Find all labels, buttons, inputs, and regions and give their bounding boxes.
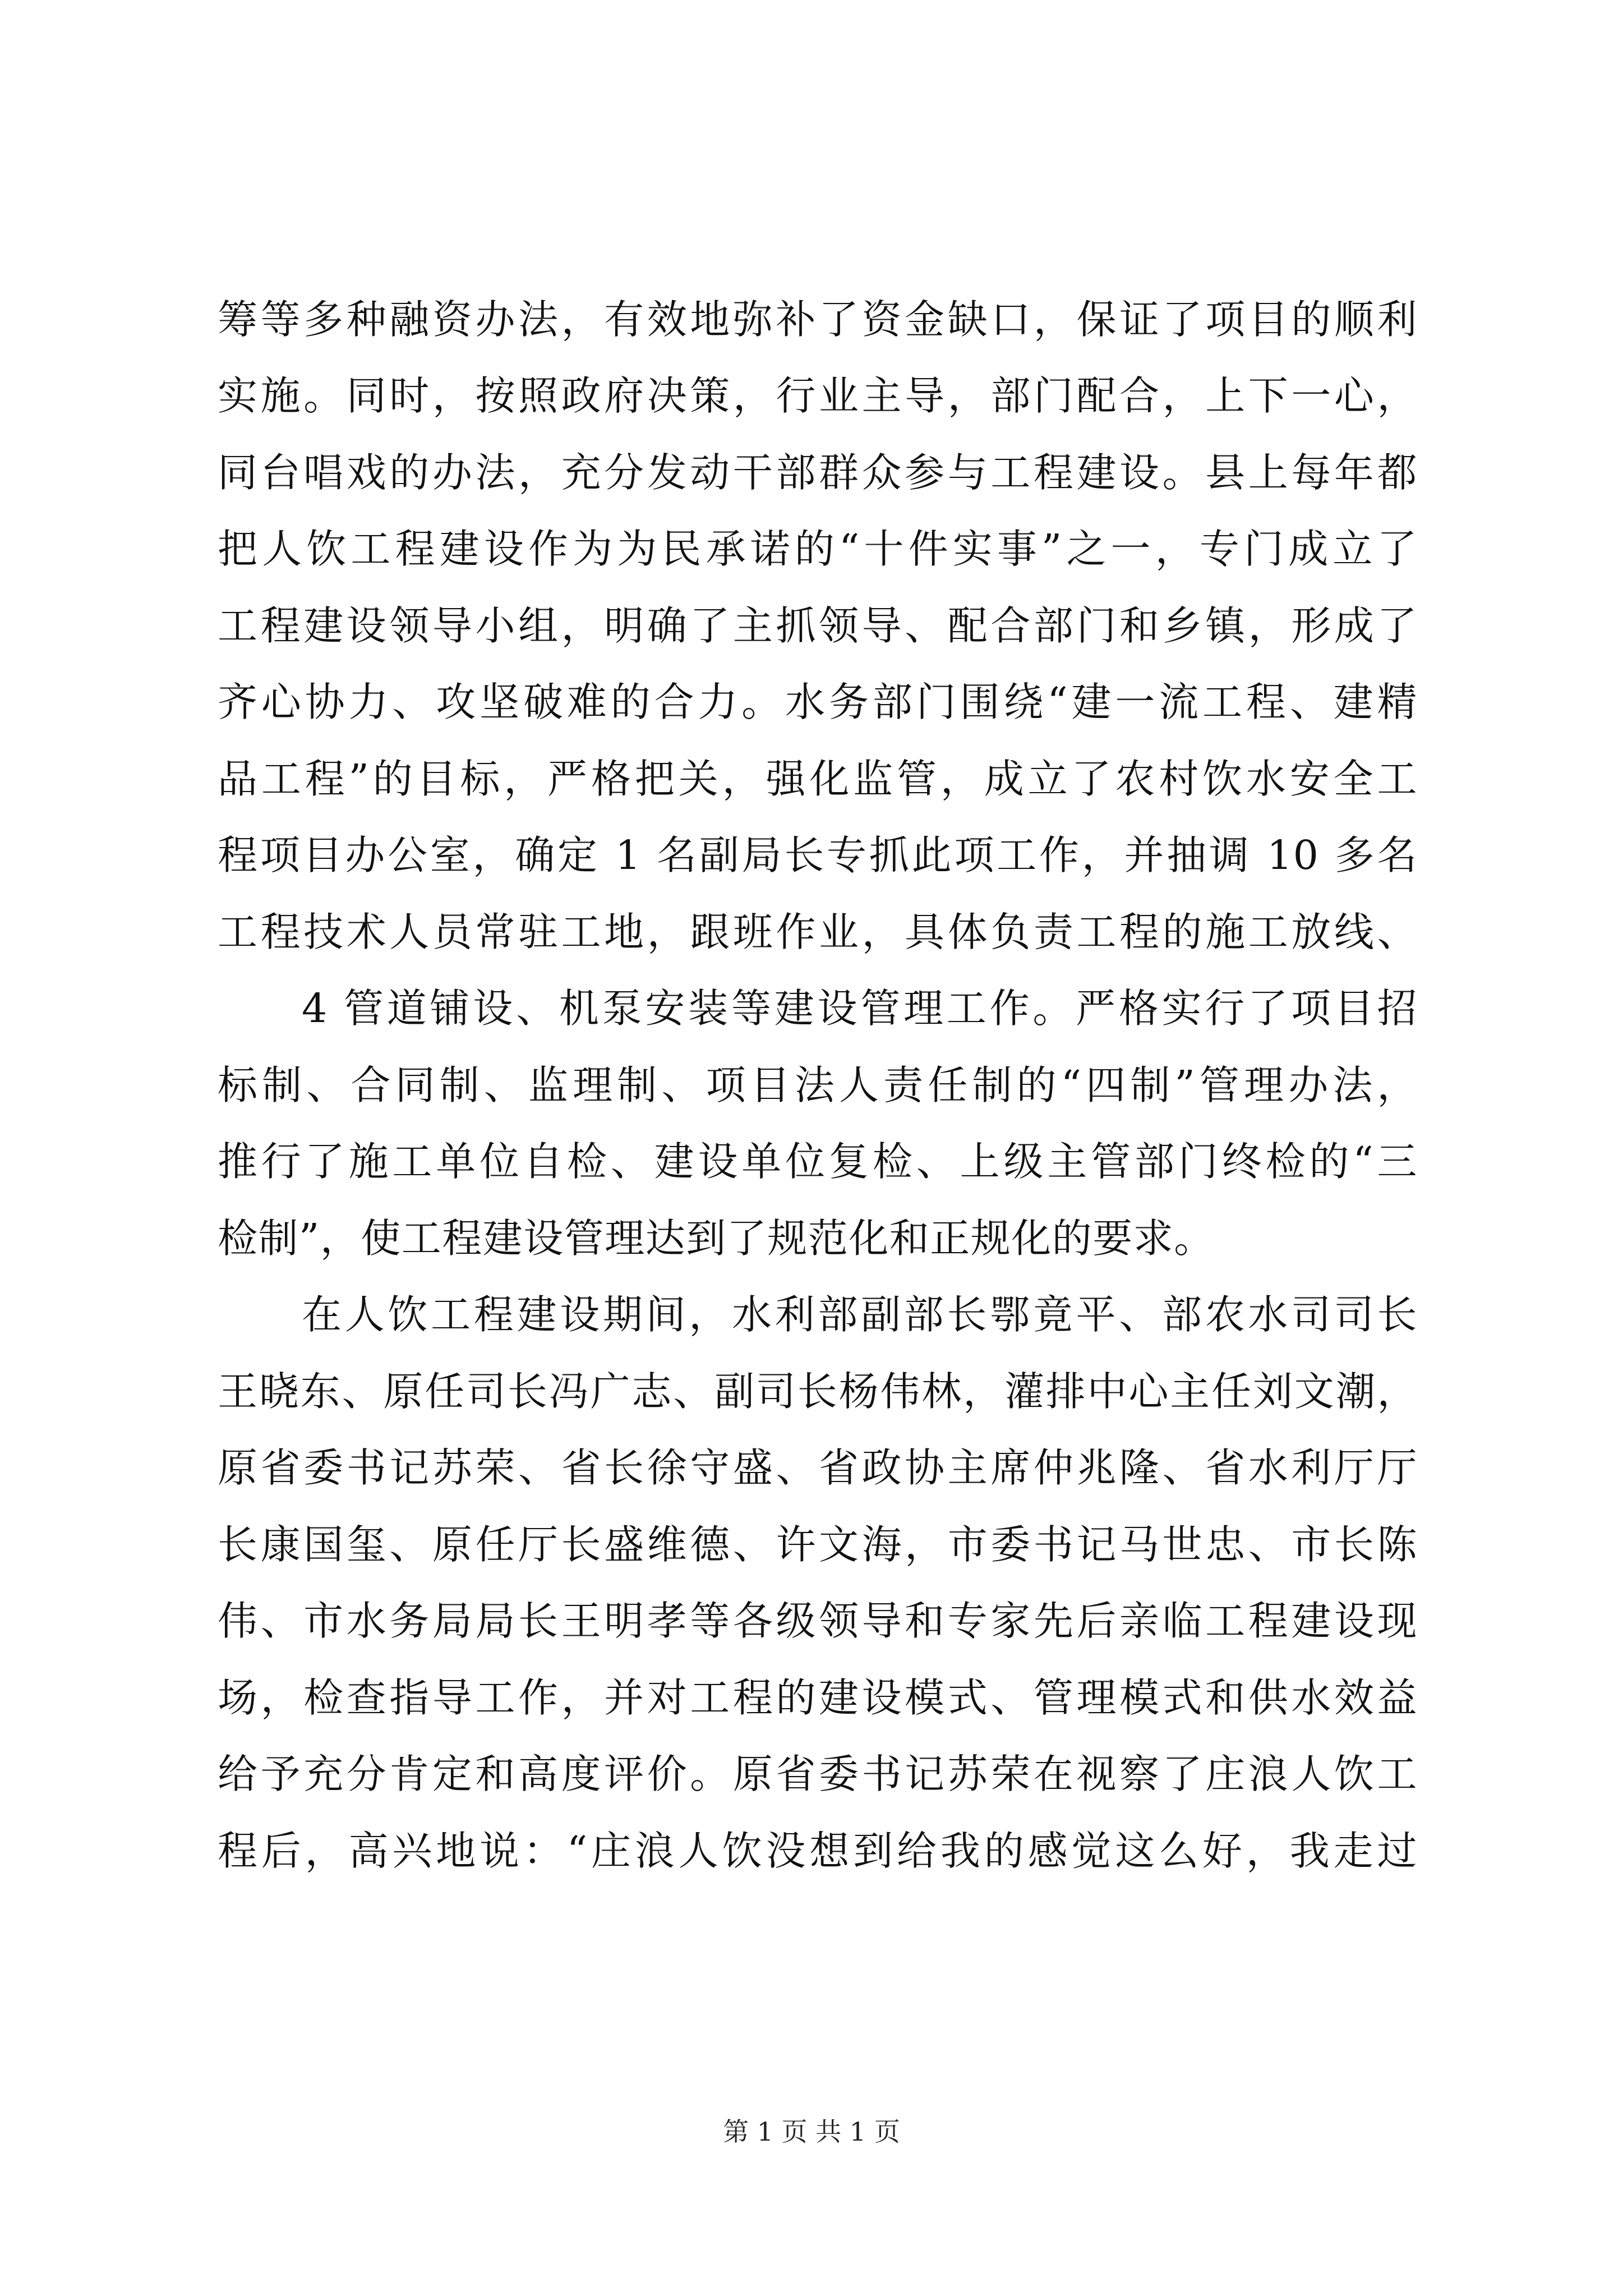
page-number-footer: 第 1 页 共 1 页: [723, 2116, 900, 2147]
text-line: 工程建设领导小组，明确了主抓领导、配合部门和乡镇，形成了: [218, 602, 1418, 649]
text-line: 长康国玺、原任厅长盛维德、许文海，市委书记马世忠、市长陈: [218, 1521, 1418, 1568]
text-line: 4 管道铺设、机泵安装等建设管理工作。严格实行了项目招: [302, 985, 1418, 1032]
paragraph-start-line: 在人饮工程建设期间，水利部副部长鄂竟平、部农水司司长: [302, 1291, 1418, 1338]
text-line: 伟、市水务局局长王明孝等各级领导和专家先后亲临工程建设现: [218, 1598, 1418, 1644]
text-line: 给予充分肯定和高度评价。原省委书记苏荣在视察了庄浪人饮工: [218, 1751, 1418, 1797]
text-line: 检制”，使工程建设管理达到了规范化和正规化的要求。: [218, 1215, 1215, 1262]
text-line: 实施。同时，按照政府决策，行业主导，部门配合，上下一心，: [218, 372, 1418, 419]
text-line: 场，检查指导工作，并对工程的建设模式、管理模式和供水效益: [218, 1674, 1418, 1721]
text-line: 推行了施工单位自检、建设单位复检、上级主管部门终检的“三: [218, 1138, 1418, 1185]
text-line: 同台唱戏的办法，充分发动干部群众参与工程建设。县上每年都: [218, 449, 1418, 496]
text-line: 程项目办公室，确定 1 名副局长专抓此项工作，并抽调 10 多名: [218, 832, 1418, 878]
text-line: 筹等多种融资办法，有效地弥补了资金缺口，保证了项目的顺利: [218, 296, 1418, 343]
text-line: 王晓东、原任司长冯广志、副司长杨伟林，灌排中心主任刘文潮，: [218, 1368, 1418, 1415]
text-line: 品工程”的目标，严格把关，强化监管，成立了农村饮水安全工: [218, 756, 1418, 802]
text-line: 程后，高兴地说：“庄浪人饮没想到给我的感觉这么好，我走过: [218, 1828, 1418, 1874]
text-line: 工程技术人员常驻工地，跟班作业，具体负责工程的施工放线、: [218, 909, 1418, 955]
text-line: 标制、合同制、监理制、项目法人责任制的“四制”管理办法，: [218, 1062, 1418, 1108]
text-line: 把人饮工程建设作为为民承诺的“十件实事”之一，专门成立了: [218, 526, 1418, 572]
text-line: 原省委书记苏荣、省长徐守盛、省政协主席仲兆隆、省水利厅厅: [218, 1444, 1418, 1491]
text-line: 齐心协力、攻坚破难的合力。水务部门围绕“建一流工程、建精: [218, 679, 1418, 725]
